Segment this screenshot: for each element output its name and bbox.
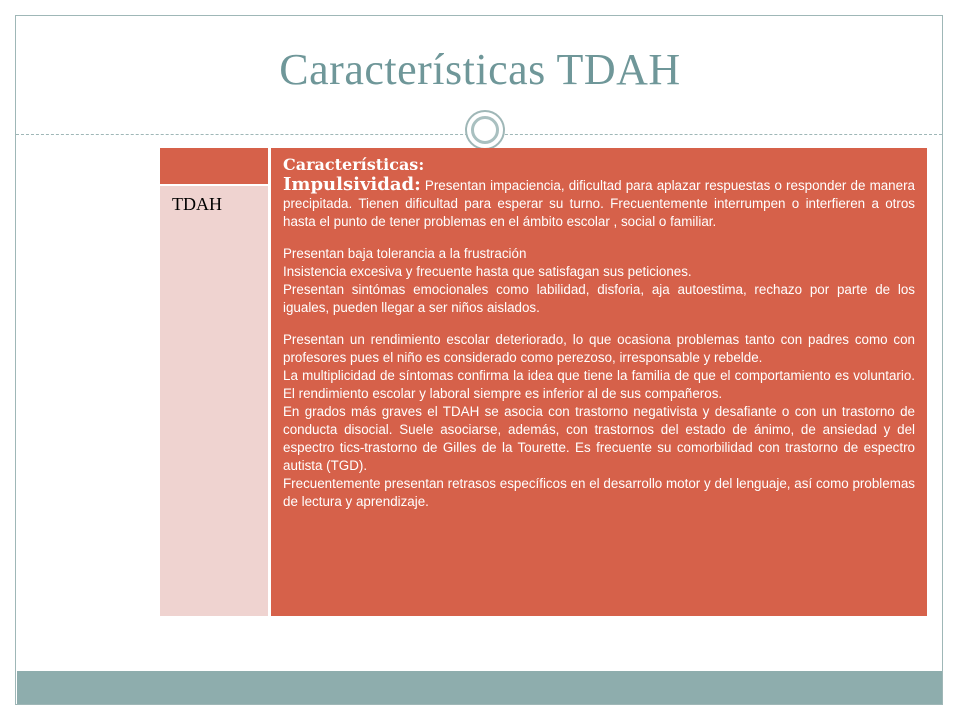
lead-term: Impulsividad: [283,174,421,195]
table-header-empty-cell [160,148,268,184]
content-table [160,148,927,616]
paragraph-impulsividad [283,176,915,231]
paragraph: Presentan sintómas emocionales como labilidad, disforia, aja autoestima, rechazo por parte de los iguales, pueden llegar a ser niños aislados. [283,282,915,315]
row-label: TDAH [172,194,222,214]
ring-ornament-icon [465,110,505,150]
paragraph: Insistencia excesiva y frecuente hasta que satisfagan sus peticiones. [283,264,692,279]
paragraph: Frecuentemente presentan retrasos específicos en el desarrollo motor y del lenguaje, así como problemas de lectura y aprendizaje. [283,476,915,509]
paragraph-text: Presentan impaciencia, dificultad para aplazar respuestas o responder de manera precipitada. Tienen dificultad para esperar su turno. Frecuentemente interrumpen o interfieren a otros hasta el punto de tener problemas en el ámbito escolar , social o familiar. [283,178,915,229]
footer-bar [17,671,942,704]
content-cell [271,148,927,616]
paragraph: Presentan un rendimiento escolar deteriorado, lo que ocasiona problemas tanto con padres como con profesores pues el niño es considerado como perezoso, irresponsable y rebelde. [283,332,915,365]
paragraph: La multiplicidad de síntomas confirma la idea que tiene la familia de que el comportamiento es voluntario. El rendimiento escolar y laboral siempre es inferior al de sus compañeros. [283,368,915,401]
column-header: Características: [283,155,425,174]
slide-title: Características TDAH [279,45,681,94]
row-label-cell [160,186,268,616]
paragraph: En grados más graves el TDAH se asocia con trastorno negativista y desafiante o con un trastorno de conducta disocial. Suele asociarse, además, con trastornos del estado de ánimo, de ansiedad y del espectro tics-trastorno de Gilles de la Tourette. Es frecuente su comorbilidad con trastorno de espectro autista (TGD). [283,404,915,473]
paragraph: Presentan baja tolerancia a la frustración [283,246,527,261]
